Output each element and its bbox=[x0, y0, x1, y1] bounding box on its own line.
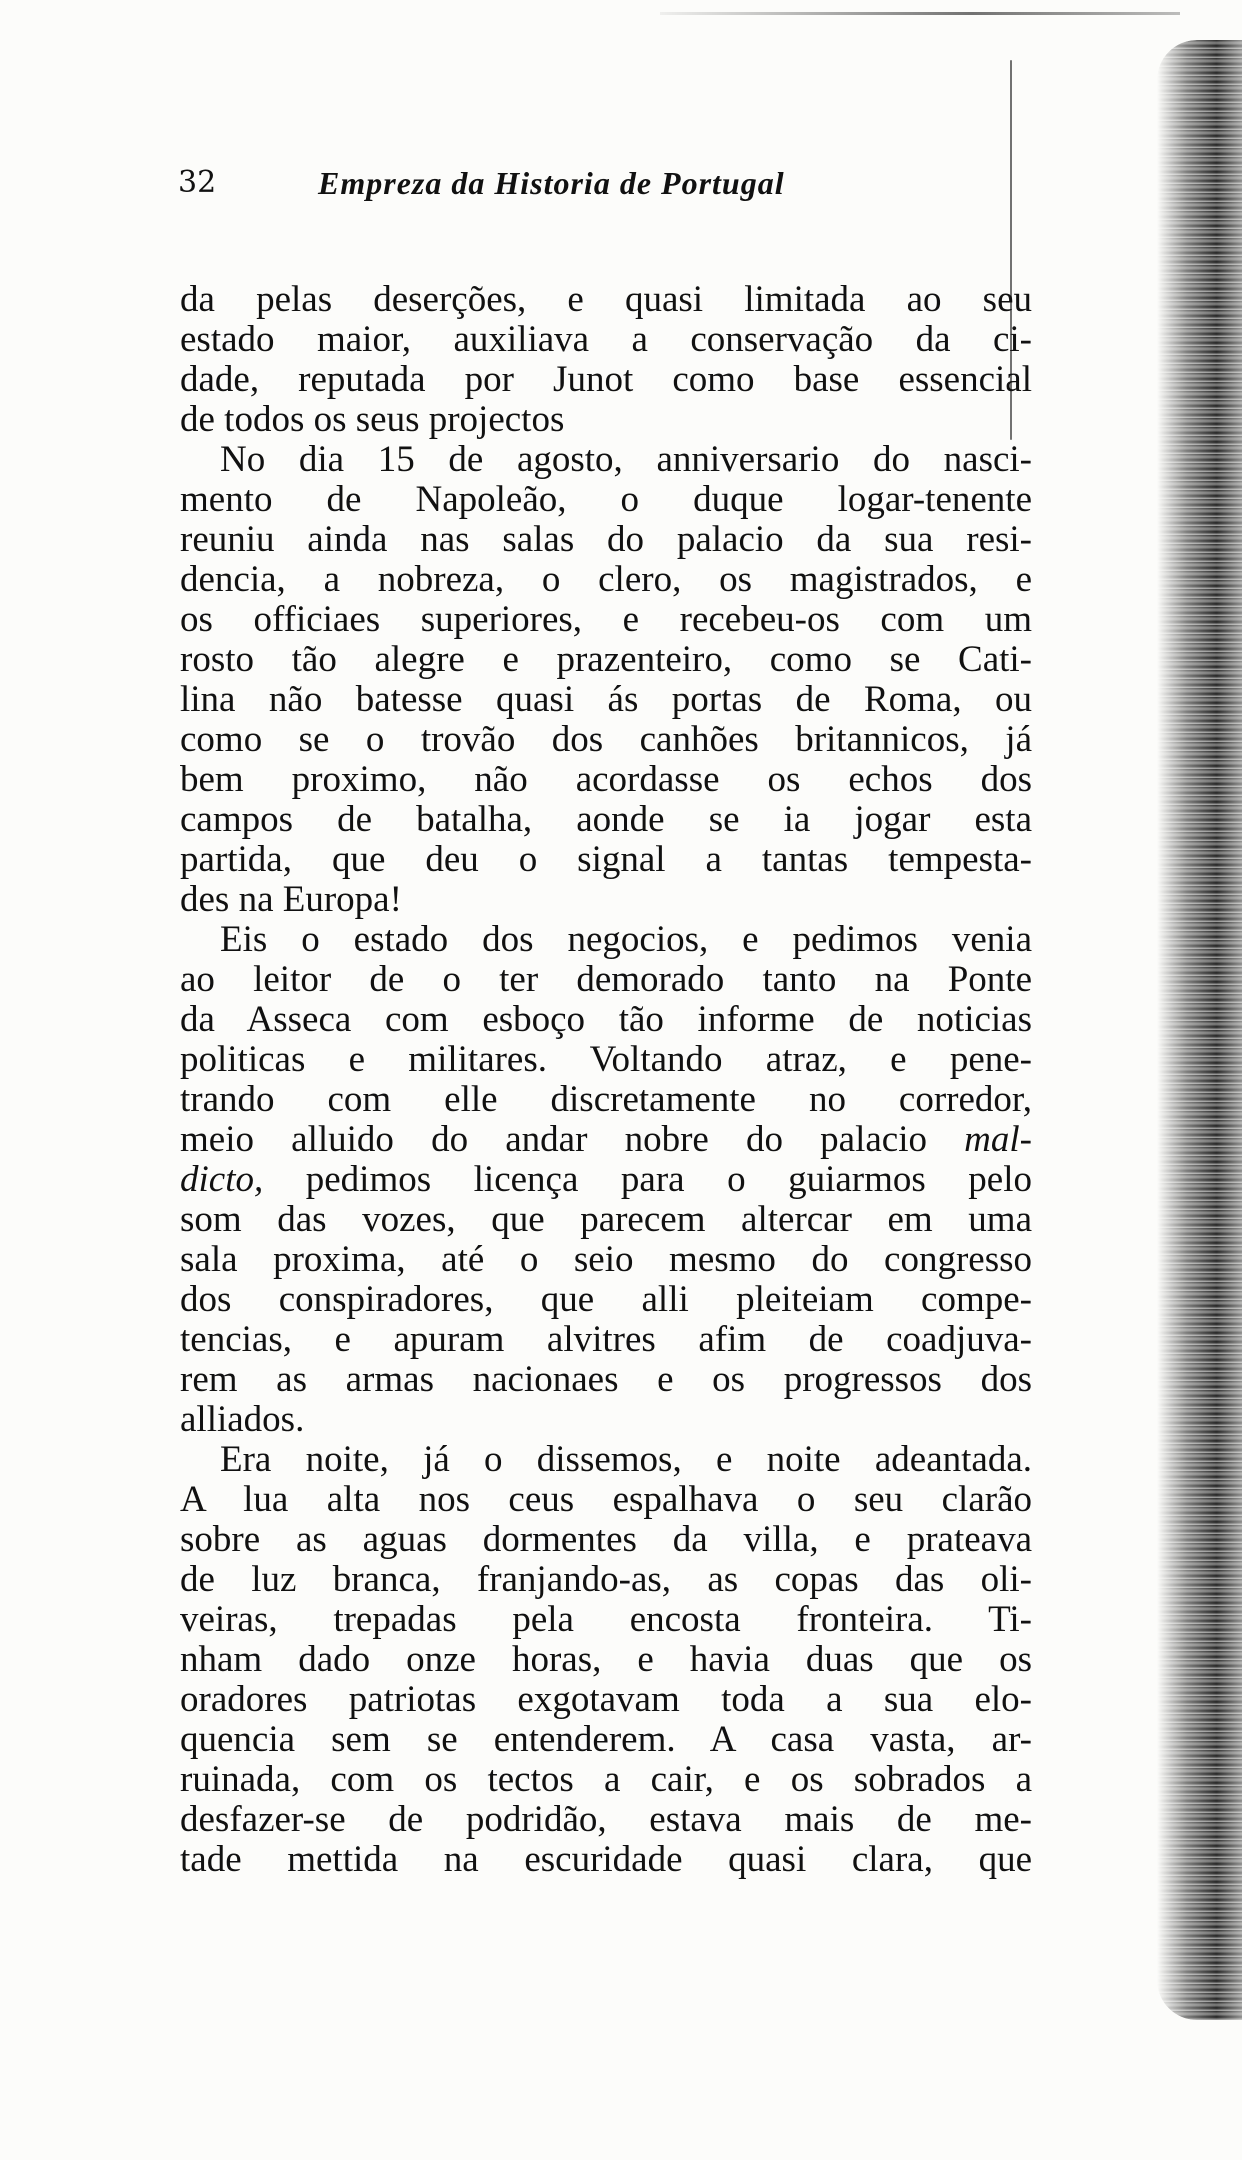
text-line: bem proximo, não acordasse os echos dos bbox=[180, 759, 1032, 800]
text-line: alliados. bbox=[180, 1399, 305, 1440]
text-line: A lua alta nos ceus espalhava o seu clarão bbox=[180, 1479, 1032, 1520]
text-line: rosto tão alegre e prazenteiro, como se Cati- bbox=[180, 639, 1032, 680]
text-line: oradores patriotas exgotavam toda a sua elo- bbox=[180, 1679, 1032, 1720]
text-line: dicto, pedimos licença para o guiarmos pelo bbox=[180, 1159, 1032, 1200]
text-line: de luz branca, franjando-as, as copas das oli- bbox=[180, 1559, 1032, 1600]
text-line: nham dado onze horas, e havia duas que os bbox=[180, 1639, 1032, 1680]
text-line: politicas e militares. Voltando atraz, e pene- bbox=[180, 1039, 1032, 1080]
text-line: sobre as aguas dormentes da villa, e prateava bbox=[180, 1519, 1032, 1560]
text-line: veiras, trepadas pela encosta fronteira. Ti- bbox=[180, 1599, 1032, 1640]
text-line: sala proxima, até o seio mesmo do congresso bbox=[180, 1239, 1032, 1280]
text-line: da pelas deserções, e quasi limitada ao seu bbox=[180, 279, 1032, 320]
text-line: reuniu ainda nas salas do palacio da sua resi- bbox=[180, 519, 1032, 560]
text-line: Era noite, já o dissemos, e noite adeantada. bbox=[220, 1439, 1032, 1480]
text-line: lina não batesse quasi ás portas de Roma, ou bbox=[180, 679, 1032, 720]
text-line: tade mettida na escuridade quasi clara, que bbox=[180, 1839, 1032, 1880]
text-line: trando com elle discretamente no corredor, bbox=[180, 1079, 1032, 1120]
text-line: No dia 15 de agosto, anniversario do nasci- bbox=[220, 439, 1032, 480]
text-line: des na Europa! bbox=[180, 879, 402, 920]
text-line: dos conspiradores, que alli pleiteiam compe- bbox=[180, 1279, 1032, 1320]
text-line: dencia, a nobreza, o clero, os magistrados, e bbox=[180, 559, 1032, 600]
text-line: mento de Napoleão, o duque logar-tenente bbox=[180, 479, 1032, 520]
body-text bbox=[180, 280, 1032, 1880]
text-line: de todos os seus projectos bbox=[180, 399, 565, 440]
text-line: os officiaes superiores, e recebeu-os com um bbox=[180, 599, 1032, 640]
text-line: como se o trovão dos canhões britannicos, já bbox=[180, 719, 1032, 760]
scanned-page-edge bbox=[1157, 40, 1242, 2020]
text-line: tencias, e apuram alvitres afim de coadjuva- bbox=[180, 1319, 1032, 1360]
text-line: partida, que deu o signal a tantas tempesta- bbox=[180, 839, 1032, 880]
text-line: da Asseca com esboço tão informe de noticias bbox=[180, 999, 1032, 1040]
text-line: som das vozes, que parecem altercar em uma bbox=[180, 1199, 1032, 1240]
running-title: Empreza da Historia de Portugal bbox=[318, 165, 785, 201]
text-line: rem as armas nacionaes e os progressos dos bbox=[180, 1359, 1032, 1400]
text-line: ruinada, com os tectos a cair, e os sobrados a bbox=[180, 1759, 1032, 1800]
text-line: dade, reputada por Junot como base essencial bbox=[180, 359, 1032, 400]
text-line: quencia sem se entenderem. A casa vasta, ar- bbox=[180, 1719, 1032, 1760]
text-line: campos de batalha, aonde se ia jogar esta bbox=[180, 799, 1032, 840]
text-line: ao leitor de o ter demorado tanto na Ponte bbox=[180, 959, 1032, 1000]
page-header bbox=[178, 165, 1008, 205]
text-line: desfazer-se de podridão, estava mais de me- bbox=[180, 1799, 1032, 1840]
text-line: estado maior, auxiliava a conservação da ci- bbox=[180, 319, 1032, 360]
top-rule bbox=[660, 12, 1180, 15]
page-number: 32 bbox=[178, 165, 217, 200]
text-line: meio alluido do andar nobre do palacio mal- bbox=[180, 1119, 1032, 1160]
text-line: Eis o estado dos negocios, e pedimos venia bbox=[220, 919, 1032, 960]
